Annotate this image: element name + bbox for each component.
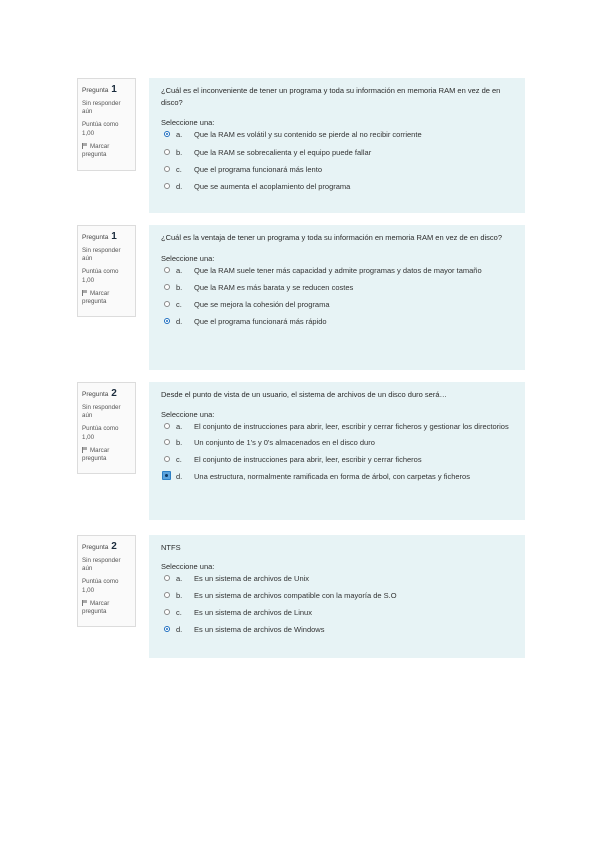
question-text: NTFS bbox=[161, 543, 181, 552]
answer-option-b[interactable]: b. Que la RAM es más barata y se reducen costes bbox=[161, 282, 515, 293]
answer-option-b[interactable]: b. Que la RAM se sobrecalienta y el equipo puede fallar bbox=[161, 147, 515, 158]
flag-question-link[interactable]: Marcar pregunta bbox=[82, 599, 110, 616]
answer-option-d[interactable]: d. Una estructura, normalmente ramificada en forma de árbol, con carpetas y ficheros bbox=[161, 471, 515, 482]
flag-icon bbox=[82, 600, 88, 606]
answer-option-d[interactable]: d. Es un sistema de archivos de Windows bbox=[161, 624, 515, 635]
question-grade: Puntúa como 1,00 bbox=[82, 578, 119, 594]
flag-icon bbox=[82, 143, 88, 149]
radio-button[interactable] bbox=[164, 456, 170, 462]
flag-question-link[interactable]: Marcar pregunta bbox=[82, 289, 110, 306]
question-info bbox=[77, 382, 136, 474]
answer-option-b[interactable]: b. Es un sistema de archivos compatible con la mayoría de S.O bbox=[161, 590, 515, 601]
answer-option-d[interactable]: d. Que se aumenta el acoplamiento del programa bbox=[161, 181, 515, 192]
question-state: Sin responder aún bbox=[82, 403, 121, 419]
answer-option-c[interactable]: c. Que el programa funcionará más lento bbox=[161, 164, 515, 175]
question-content bbox=[149, 535, 525, 658]
answer-option-a[interactable]: a. Que la RAM suele tener más capacidad y admite programas y datos de mayor tamaño bbox=[161, 265, 515, 276]
answer-list bbox=[161, 265, 515, 328]
radio-selected[interactable] bbox=[164, 318, 170, 324]
answer-option-c[interactable]: c. El conjunto de instrucciones para abrir, leer, escribir y cerrar ficheros bbox=[161, 454, 515, 465]
radio-button[interactable] bbox=[164, 609, 170, 615]
question-info bbox=[77, 535, 136, 627]
radio-selected[interactable] bbox=[164, 131, 170, 137]
answer-option-a[interactable]: a. El conjunto de instrucciones para abrir, leer, escribir y cerrar ficheros y gestionar los directorios bbox=[161, 421, 515, 432]
question-number: Pregunta 2 bbox=[82, 541, 117, 552]
question-number: Pregunta 2 bbox=[82, 388, 117, 399]
answer-list bbox=[161, 129, 515, 192]
answer-option-a[interactable]: a. Que la RAM es volátil y su contenido se pierde al no recibir corriente bbox=[161, 129, 515, 140]
question-state: Sin responder aún bbox=[82, 99, 121, 115]
radio-selected-focused[interactable] bbox=[162, 471, 171, 480]
answer-option-c[interactable]: c. Es un sistema de archivos de Linux bbox=[161, 607, 515, 618]
flag-icon bbox=[82, 290, 88, 296]
radio-button[interactable] bbox=[164, 284, 170, 290]
question-text: ¿Cuál es la ventaja de tener un programa y toda su información en memoria RAM en vez de en disco? bbox=[161, 233, 503, 242]
answer-option-b[interactable]: b. Un conjunto de 1's y 0's almacenados en el disco duro bbox=[161, 437, 515, 448]
question-grade: Puntúa como 1,00 bbox=[82, 121, 119, 137]
question-grade: Puntúa como 1,00 bbox=[82, 268, 119, 284]
radio-button[interactable] bbox=[164, 592, 170, 598]
flag-icon bbox=[82, 447, 88, 453]
answer-list bbox=[161, 573, 515, 636]
radio-button[interactable] bbox=[164, 149, 170, 155]
question-number: Pregunta 1 bbox=[82, 84, 117, 95]
answer-option-a[interactable]: a. Es un sistema de archivos de Unix bbox=[161, 573, 515, 584]
flag-question-link[interactable]: Marcar pregunta bbox=[82, 142, 110, 159]
answer-prompt: Seleccione una: bbox=[161, 253, 215, 263]
question-content bbox=[149, 382, 525, 520]
question-content bbox=[149, 225, 525, 370]
question-number: Pregunta 1 bbox=[82, 231, 117, 242]
radio-button[interactable] bbox=[164, 166, 170, 172]
question-text: ¿Cuál es el inconveniente de tener un programa y toda su información en memoria RAM en vez de en disco? bbox=[161, 86, 501, 107]
flag-question-link[interactable]: Marcar pregunta bbox=[82, 446, 110, 463]
answer-prompt: Seleccione una: bbox=[161, 561, 215, 571]
question-text: Desde el punto de vista de un usuario, el sistema de archivos de un disco duro será… bbox=[161, 390, 447, 399]
answer-prompt: Seleccione una: bbox=[161, 118, 215, 128]
question-info bbox=[77, 225, 136, 317]
question-grade: Puntúa como 1,00 bbox=[82, 425, 119, 441]
answer-list bbox=[161, 421, 515, 483]
question-state: Sin responder aún bbox=[82, 556, 121, 572]
answer-prompt: Seleccione una: bbox=[161, 409, 215, 419]
question-info bbox=[77, 78, 136, 171]
question-content bbox=[149, 78, 525, 213]
radio-button[interactable] bbox=[164, 439, 170, 445]
radio-button[interactable] bbox=[164, 423, 170, 429]
answer-option-c[interactable]: c. Que se mejora la cohesión del programa bbox=[161, 299, 515, 310]
radio-button[interactable] bbox=[164, 183, 170, 189]
question-state: Sin responder aún bbox=[82, 246, 121, 262]
radio-button[interactable] bbox=[164, 267, 170, 273]
radio-selected[interactable] bbox=[164, 626, 170, 632]
answer-option-d[interactable]: d. Que el programa funcionará más rápido bbox=[161, 316, 515, 327]
radio-button[interactable] bbox=[164, 301, 170, 307]
radio-button[interactable] bbox=[164, 575, 170, 581]
